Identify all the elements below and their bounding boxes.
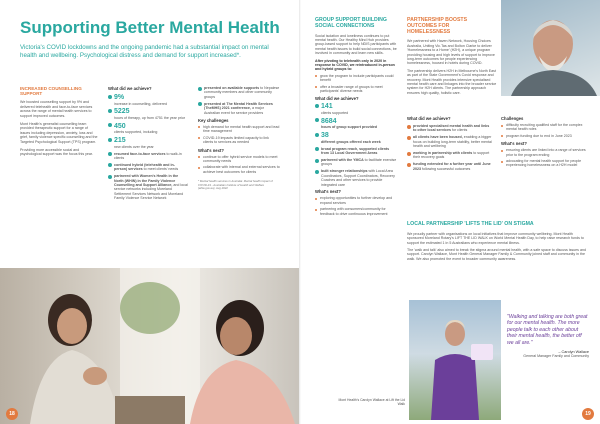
challenge-item: COVID-19 impacts limited capacity to link clients to services as needed	[198, 136, 280, 145]
achievement-item	[198, 102, 280, 115]
counselling-p3: Providing more accessible social and psychological support was the focus this year.	[20, 148, 93, 157]
item-bold: continued hybrid (telehealth and in-person) services	[114, 162, 175, 172]
homelessness-heading: PARTNERSHIP BOOSTS OUTCOMES FOR HOMELESSNESS	[407, 17, 468, 35]
group-support-column	[315, 18, 397, 218]
item-bold: presented at The Mental Health Services (TheMHS) 2021 conference,	[204, 101, 273, 111]
next-item: ensuring clients are linked into a range of services prior to the program ending	[501, 148, 587, 157]
counselling-column	[20, 86, 98, 157]
item-bold: broad program reach, supported clients from 13 Local Government Areas	[321, 146, 390, 156]
right-page	[301, 0, 600, 424]
check-icon	[407, 163, 411, 167]
item-bold: partnered with the YMCA	[321, 158, 364, 162]
challenge-item: difficulty recruiting qualified staff for the complex mental health roles	[501, 123, 587, 132]
intro-text: Victoria's COVID lockdowns and the ongoing pandemic had a substantial impact on mental health and wellbeing. Psychological distress and demand for support increased*.	[20, 44, 269, 59]
stat-value: 141	[321, 103, 333, 111]
check-icon	[198, 102, 202, 106]
challenge-item: program funding due to end in June 2023	[501, 134, 587, 138]
group-support-p2: After pivoting to telehealth only in 2020 in response to COVID, we reintroduced in-person and hybrid groups to:	[315, 58, 395, 72]
achievement-item	[407, 151, 493, 160]
group-next-heading: What's next?	[315, 189, 341, 195]
footnote: * Mental health services in Australia: Mental health impact of COVID-19 - Australian Institute of Health and Welfare (aihw.gov.au), Aug 2022	[198, 179, 273, 190]
item-bold: built stronger relationships	[321, 169, 368, 174]
stat-clients	[108, 123, 188, 135]
group-bullet: offer a broader range of groups to meet participants' diverse needs	[315, 85, 397, 94]
quote-role: General Manager Family and Community	[523, 354, 589, 359]
group-support-heading: GROUP SUPPORT BUILDING SOCIAL CONNECTIONS	[315, 17, 387, 29]
portrait-illustration	[501, 0, 600, 96]
quote-author: – Carolyn Wallace	[558, 350, 589, 355]
group-bullet: grow the program to include participants could benefit	[315, 74, 397, 83]
walk-photo	[409, 300, 501, 420]
stigma-p2: The 'walk and talk' also aimed to break the stigma around mental health, with a safe space to discuss issues and support. Carolyn Wallace, Mont Health General Manager Family & Community joined staff and community in the walk. We also promoted the event to broader community awareness.	[407, 248, 586, 261]
challenges-heading: Key challenges	[198, 117, 229, 123]
item-bold: provided specialised mental health and links to other local services	[413, 124, 490, 133]
next-item: partnering with consumers/community for feedback to drive continuous improvement	[315, 207, 397, 216]
stat-label: increase in counselling, delivered	[114, 101, 167, 106]
next-item: collaborate with internal and external services to achieve best outcomes for clients	[198, 165, 280, 174]
achievement-item	[407, 124, 493, 133]
item-text: a major Australian event for service providers	[204, 106, 264, 115]
stat-label: clients supported	[321, 110, 349, 115]
homelessness-challenges-heading: Challenges	[501, 116, 524, 121]
homelessness-p1: We partnered with Haven Network, Housing Choices Australia, Uniting Vic.Tas and Bolton Clarke to deliver 'Homelessness to a Home' (H2H), a unique program providing housing and high levels of support to improve long-term outcomes for people experiencing homelessness, housed in hotels during COVID.	[407, 39, 495, 66]
check-icon	[407, 125, 411, 129]
item-text: with Local Area Coordinators, Support Coordinators, Recovery Coaches and other services to provide integrated care	[321, 169, 395, 187]
homelessness-achievements	[407, 124, 493, 174]
item-text: to meet clients' needs	[143, 167, 179, 172]
stat-value: 9%	[114, 94, 125, 101]
quote-block	[507, 314, 589, 359]
item-text: enabling a bigger focus on building long-term stability, better mental health and wellbeing	[413, 135, 492, 149]
page-number-text: 18	[9, 411, 15, 417]
counselling-p1: We boosted counselling support by 9% and delivered telehealth and face-to-face services across the range of mental health services to support improved outcomes.	[20, 100, 93, 118]
check-icon	[108, 163, 112, 167]
counselling-photo	[0, 268, 300, 424]
stat-value: 38	[321, 132, 329, 140]
check-icon	[108, 123, 112, 127]
homelessness-next-heading: What's next?	[501, 141, 527, 147]
stigma-p1: We proudly partner with organisations on local initiatives that improve community wellbeing. Mont Health sponsored Moreland Rotary's LIFT THE LID WALK on World Mental Health Day, to help raise research funds to support the estimated 1 in 5 Australians who experience mental illness.	[407, 231, 584, 245]
item-text: and local service networks including Moreland Settlement Services Network and Moreland Family Violence Service Network	[114, 183, 188, 201]
counselling-illustration	[0, 268, 300, 424]
stat-groups	[315, 132, 397, 144]
item-text: to facilitate exercise groups	[321, 158, 397, 167]
stat-hours	[108, 108, 188, 120]
next-item: continue to offer hybrid service models to meet community needs	[198, 155, 280, 164]
item-bold: resumed face-to-face services	[114, 151, 166, 156]
item-bold: funding extended for a further year until June 2023	[413, 162, 491, 171]
challenges-column	[198, 86, 280, 190]
item-text: to Nepalese community members and other community groups	[204, 86, 280, 99]
quote-text: "Walking and talking are both great for our mental health. The more people talk to each other about their mental health, the better off we all are."	[507, 314, 588, 346]
check-icon	[315, 104, 319, 108]
check-icon	[315, 170, 319, 174]
stigma-heading: LOCAL PARTNERSHIP 'LIFTS THE LID' ON STIGMA	[407, 221, 534, 227]
check-icon	[108, 175, 112, 179]
next-item: advocating for mental health support for people experiencing homelessness on a H2H model	[501, 159, 587, 168]
check-icon	[198, 87, 202, 91]
page-number-text: 19	[585, 411, 591, 417]
stat-group-hours	[315, 118, 397, 130]
achievement-item	[108, 152, 188, 161]
stat-label: hours of group support provided	[321, 125, 378, 130]
check-icon	[315, 133, 319, 137]
walk-photo-caption: Mont Health's Carolyn Wallace at Lift the Lid Walk	[338, 398, 405, 407]
stigma-section	[407, 222, 589, 261]
stat-increase	[108, 94, 188, 106]
item-bold: working in partnership with clients	[413, 151, 473, 156]
homelessness-p2: The partnership delivers H2H in Melbourne's North East as part of the State Government's Covid response and recovery. Mont Health provides intensive specialised mental health care and linkages into the broader service system for H2H clients. The partnership approach ensures high quality, holistic care.	[407, 68, 497, 95]
page-number-left	[6, 408, 18, 420]
counselling-p2: Mont Health's generalist counselling team provided therapeutic support for a range of issues including depression, anxiety, loss and grief, family violence specific counselling and the Targeted Psychological Support (TPS) program.	[20, 122, 98, 144]
challenge-item: high demand for mental health support and lead time management	[198, 125, 280, 134]
next-heading: What's next?	[198, 147, 224, 153]
stat-label: clients supported, including	[114, 130, 158, 135]
achieve-heading: What did we achieve?	[108, 86, 152, 91]
page-title: Supporting Better Mental Health	[20, 18, 280, 37]
check-icon	[407, 136, 411, 140]
stat-clients-supported	[315, 103, 397, 115]
stat-label: hours of therapy, up from 4751 the year prior	[114, 115, 186, 120]
check-icon	[108, 95, 112, 99]
check-icon	[315, 159, 319, 163]
achievement-item	[407, 135, 493, 148]
achievement-item	[315, 147, 397, 156]
check-icon	[315, 147, 319, 151]
check-icon	[108, 152, 112, 156]
next-item: exploring opportunities to further develop and expand services	[315, 196, 397, 205]
item-bold: all clients have been housed,	[413, 135, 463, 140]
homelessness-achieve-heading: What did we achieve?	[407, 116, 451, 121]
counselling-heading: INCREASED COUNSELLING SUPPORT	[20, 86, 82, 97]
client-portrait-photo	[501, 0, 600, 96]
walk-illustration	[409, 300, 501, 420]
item-text: following successful outcomes	[422, 166, 471, 171]
item-text: to walk-in clients	[114, 151, 182, 161]
item-bold: presented on available supports	[204, 86, 260, 90]
stat-label: different groups offered each week	[321, 139, 381, 144]
group-support-p1: Social isolation and loneliness continues to put mental health. Our Healthy Mind Hub provides group-based support to help NDIS participants with mental health issues to build social connections, be involved in community and learn new skills.	[315, 33, 397, 56]
stat-label: new clients over the year	[114, 144, 154, 149]
achievements-column	[108, 86, 188, 203]
check-icon	[315, 118, 319, 122]
achievement-item	[315, 169, 397, 187]
stat-value: 8684	[321, 117, 337, 125]
stat-new-clients	[108, 137, 188, 149]
homelessness-challenges	[501, 116, 587, 170]
stat-value: 450	[114, 122, 126, 130]
achievement-item	[108, 174, 188, 200]
check-icon	[407, 152, 411, 156]
achievement-item	[198, 86, 280, 99]
achievement-item	[315, 158, 397, 167]
group-achieve-heading: What did we achieve?	[315, 96, 359, 102]
item-bold: partnered with Women's Health in the North (WHIN) in the Family Violence Counselling and Support Alliance,	[114, 174, 179, 188]
achievement-item	[407, 162, 493, 171]
item-text: for clients	[451, 128, 468, 133]
page-number-right	[582, 408, 594, 420]
check-icon	[108, 109, 112, 113]
stat-value: 215	[114, 137, 126, 145]
stat-value: 5225	[114, 108, 130, 116]
item-text: to support their recovery goals	[413, 151, 490, 160]
achievement-item	[108, 163, 188, 172]
check-icon	[108, 138, 112, 142]
